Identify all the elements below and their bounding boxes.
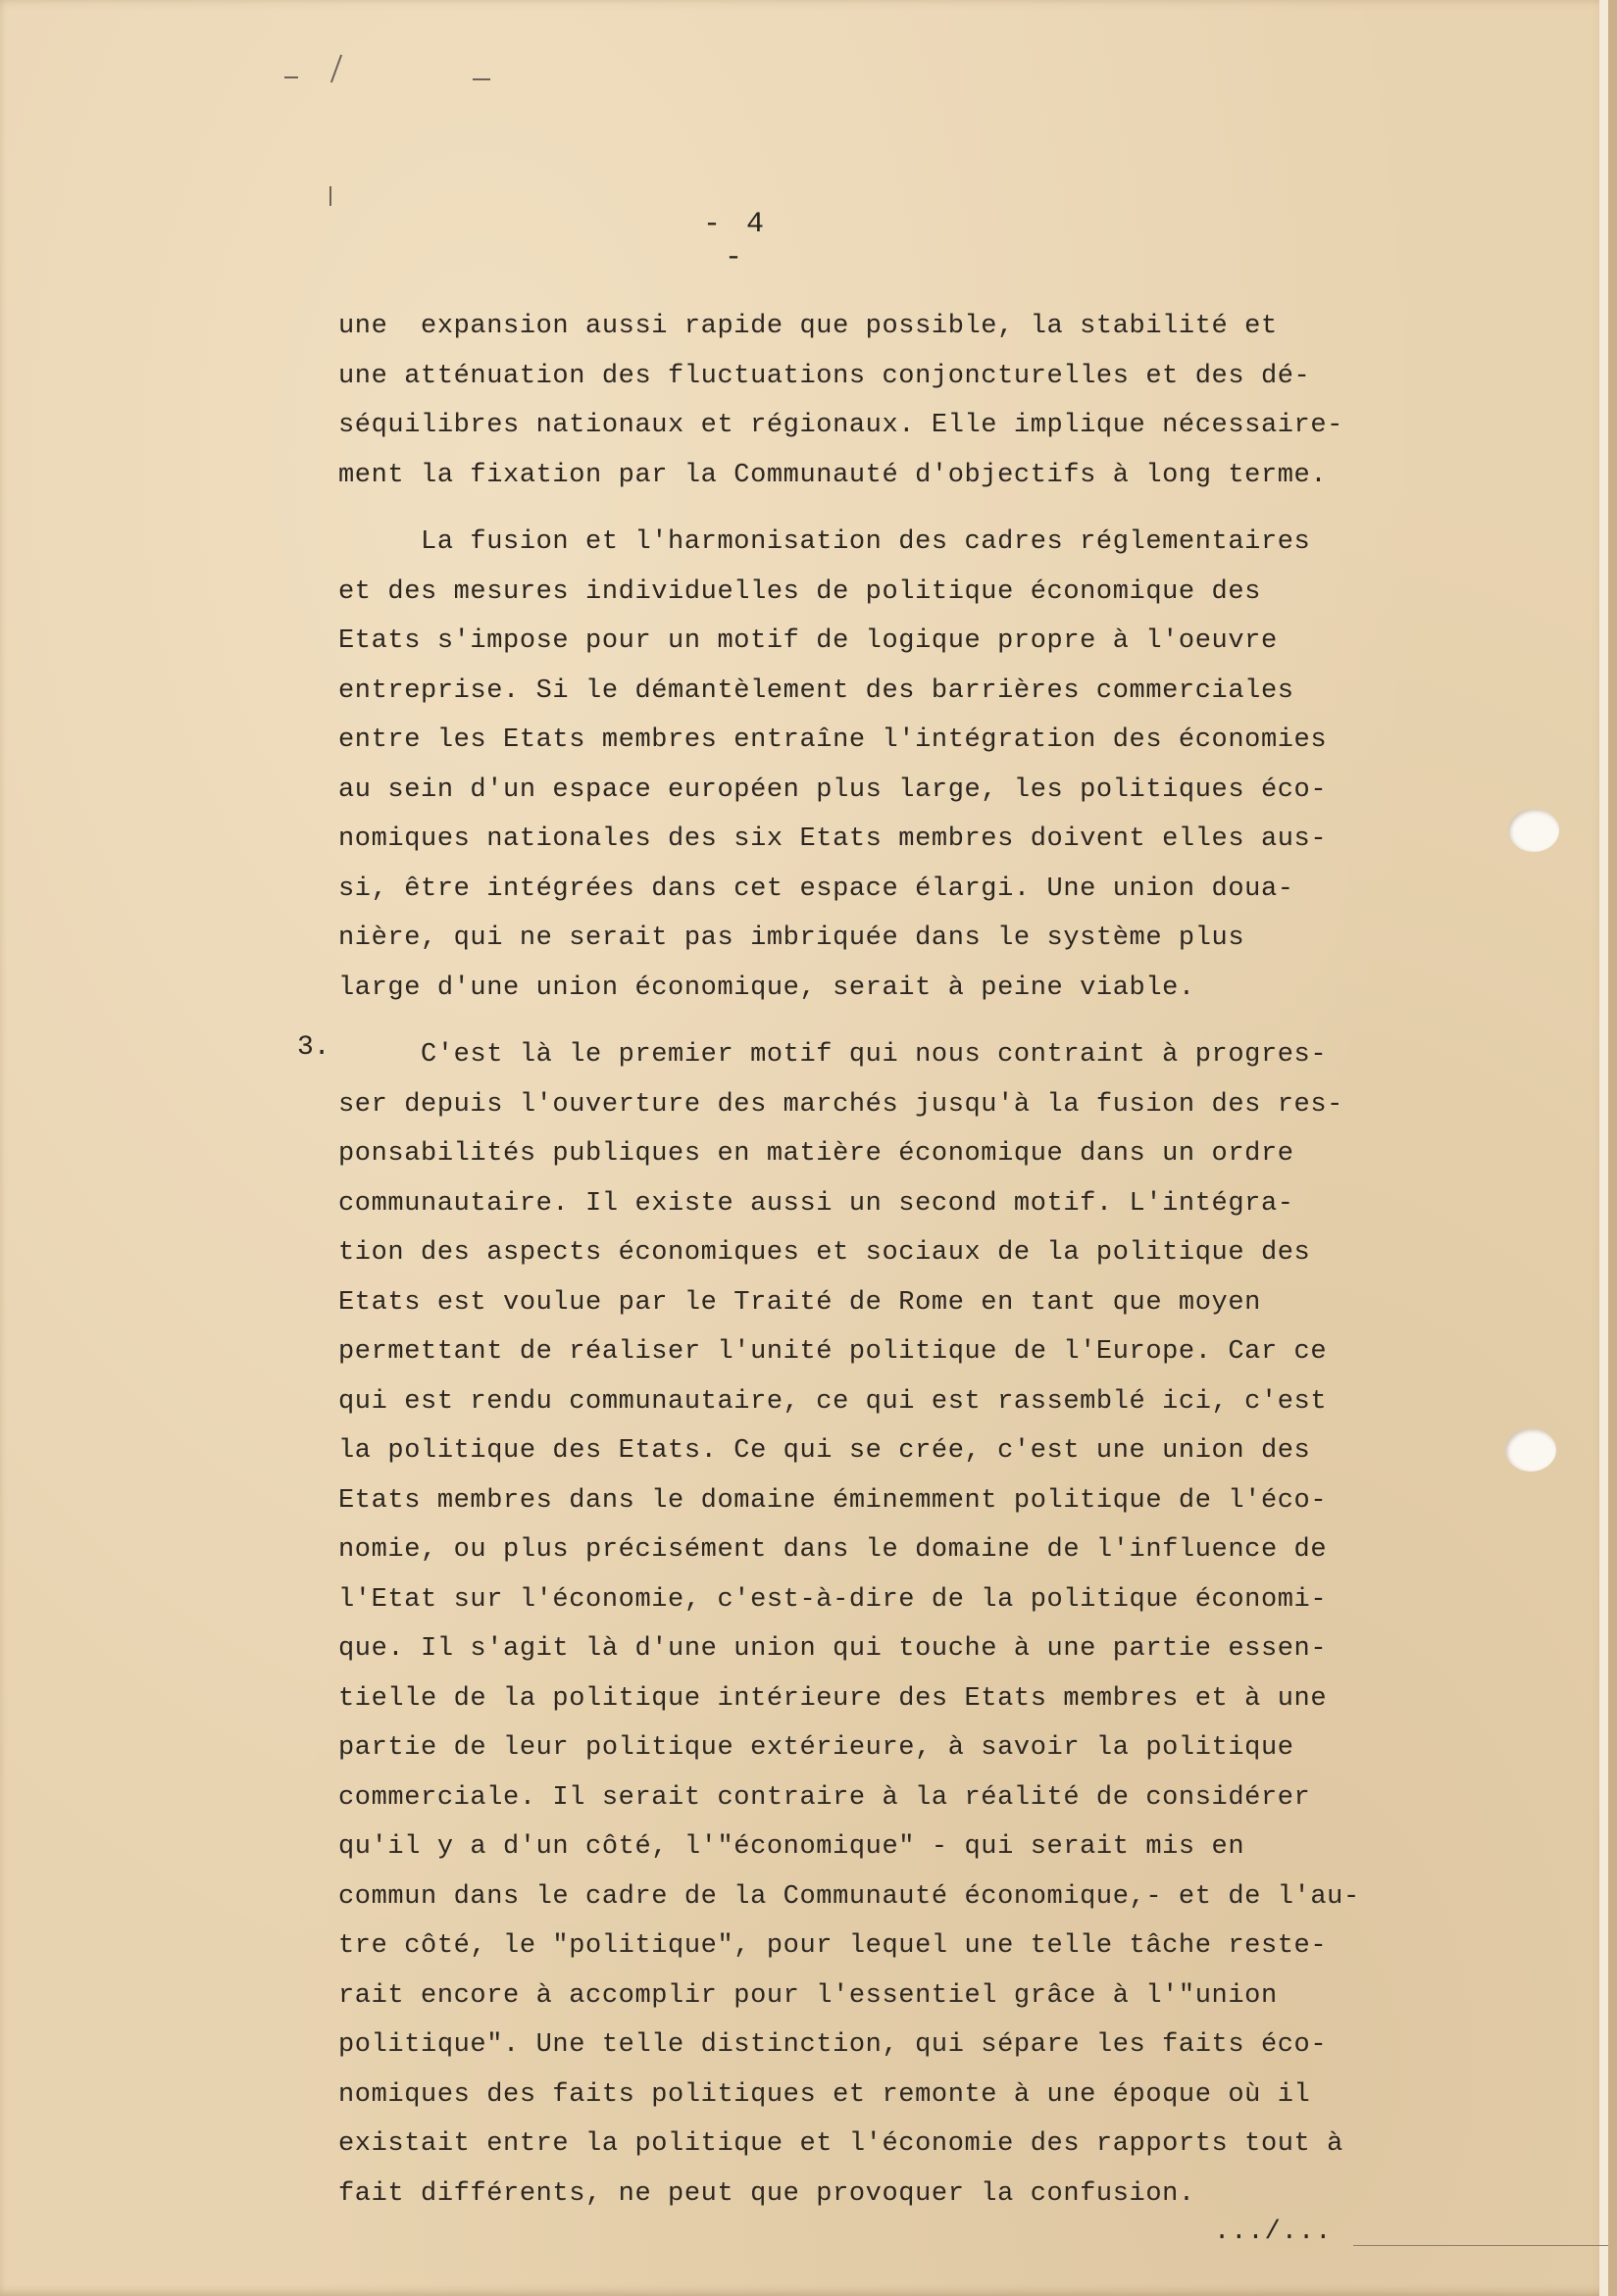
text-line: commun dans le cadre de la Communauté économique,- et de l'au-: [338, 1881, 1360, 1912]
text-line: ment la fixation par la Communauté d'objectifs à long terme.: [338, 460, 1328, 490]
text-line: l'Etat sur l'économie, c'est-à-dire de la politique économi-: [338, 1584, 1328, 1615]
text-line: nomie, ou plus précisément dans le domaine de l'influence de: [338, 1535, 1328, 1565]
text-line: tion des aspects économiques et sociaux de la politique des: [338, 1238, 1311, 1268]
text-line: politique". Une telle distinction, qui sépare les faits éco-: [338, 2030, 1328, 2060]
paragraph-1: [338, 302, 1437, 500]
text-line: nomiques des faits politiques et remonte à une époque où il: [338, 2079, 1311, 2110]
text-line: entreprise. Si le démantèlement des barrières commerciales: [338, 675, 1294, 706]
text-line: nière, qui ne serait pas imbriquée dans le système plus: [338, 923, 1245, 953]
text-line: Etats est voulue par le Traité de Rome en tant que moyen: [338, 1287, 1261, 1318]
text-line: commerciale. Il serait contraire à la réalité de considérer: [338, 1782, 1311, 1813]
text-line: tielle de la politique intérieure des Etats membres et à une: [338, 1683, 1328, 1714]
text-line: une expansion aussi rapide que possible, la stabilité et: [338, 312, 1278, 341]
text-line: C'est là le premier motif qui nous contraint à progres-: [338, 1040, 1328, 1070]
text-line: ponsabilités publiques en matière économique dans un ordre: [338, 1139, 1294, 1169]
text-line: tre côté, le "politique", pour lequel une telle tâche reste-: [338, 1931, 1328, 1961]
text-line: si, être intégrées dans cet espace élargi. Une union doua-: [338, 873, 1294, 904]
margin-mark: [473, 78, 490, 80]
text-line: la politique des Etats. Ce qui se crée, c'est une union des: [338, 1436, 1311, 1466]
text-line: qu'il y a d'un côté, l'"économique" - qui serait mis en: [338, 1832, 1245, 1862]
paragraph-gap: [338, 500, 1437, 518]
text-line: au sein d'un espace européen plus large, les politiques éco-: [338, 774, 1328, 805]
paragraph-2: [338, 518, 1437, 1013]
text-line: communautaire. Il existe aussi un second motif. L'intégra-: [338, 1188, 1294, 1219]
text-line: La fusion et l'harmonisation des cadres réglementaires: [338, 527, 1311, 557]
page-edge: [1599, 0, 1608, 2296]
page-number: - 4 -: [702, 208, 768, 275]
margin-mark: [1353, 2245, 1608, 2246]
text-line: ser depuis l'ouverture des marchés jusqu'à la fusion des res-: [338, 1089, 1343, 1120]
section-number: 3.: [297, 1032, 330, 1063]
text-line: entre les Etats membres entraîne l'intégration des économies: [338, 725, 1328, 755]
text-line: Etats membres dans le domaine éminemment politique de l'éco-: [338, 1485, 1328, 1516]
text-line: rait encore à accomplir pour l'essentiel grâce à l'"union: [338, 1980, 1278, 2011]
margin-mark: [284, 76, 298, 78]
margin-mark: [329, 186, 331, 206]
punch-hole-upper: [1508, 809, 1559, 852]
paragraph-3: [338, 1030, 1437, 2219]
text-line: nomiques nationales des six Etats membres doivent elles aus-: [338, 824, 1328, 854]
text-line: qui est rendu communautaire, ce qui est rassemblé ici, c'est: [338, 1386, 1328, 1417]
punch-hole-lower: [1505, 1428, 1556, 1472]
paragraph-gap: [338, 1013, 1437, 1030]
text-line: permettant de réaliser l'unité politique de l'Europe. Car ce: [338, 1337, 1328, 1367]
text-line: existait entre la politique et l'économie des rapports tout à: [338, 2129, 1343, 2159]
text-line: et des mesures individuelles de politique économique des: [338, 576, 1261, 607]
text-line: fait différents, ne peut que provoquer la confusion.: [338, 2178, 1195, 2209]
text-line: une atténuation des fluctuations conjoncturelles et des dé-: [338, 361, 1311, 391]
body-text: [338, 302, 1437, 2219]
text-line: que. Il s'agit là d'une union qui touche à une partie essen-: [338, 1634, 1328, 1664]
text-line: séquilibres nationaux et régionaux. Elle implique nécessaire-: [338, 411, 1343, 440]
text-line: large d'une union économique, serait à peine viable.: [338, 973, 1195, 1003]
continuation-mark: .../...: [1214, 2218, 1333, 2247]
text-line: Etats s'impose pour un motif de logique propre à l'oeuvre: [338, 626, 1278, 656]
text-line: partie de leur politique extérieure, à savoir la politique: [338, 1733, 1294, 1763]
margin-mark: [330, 55, 342, 83]
